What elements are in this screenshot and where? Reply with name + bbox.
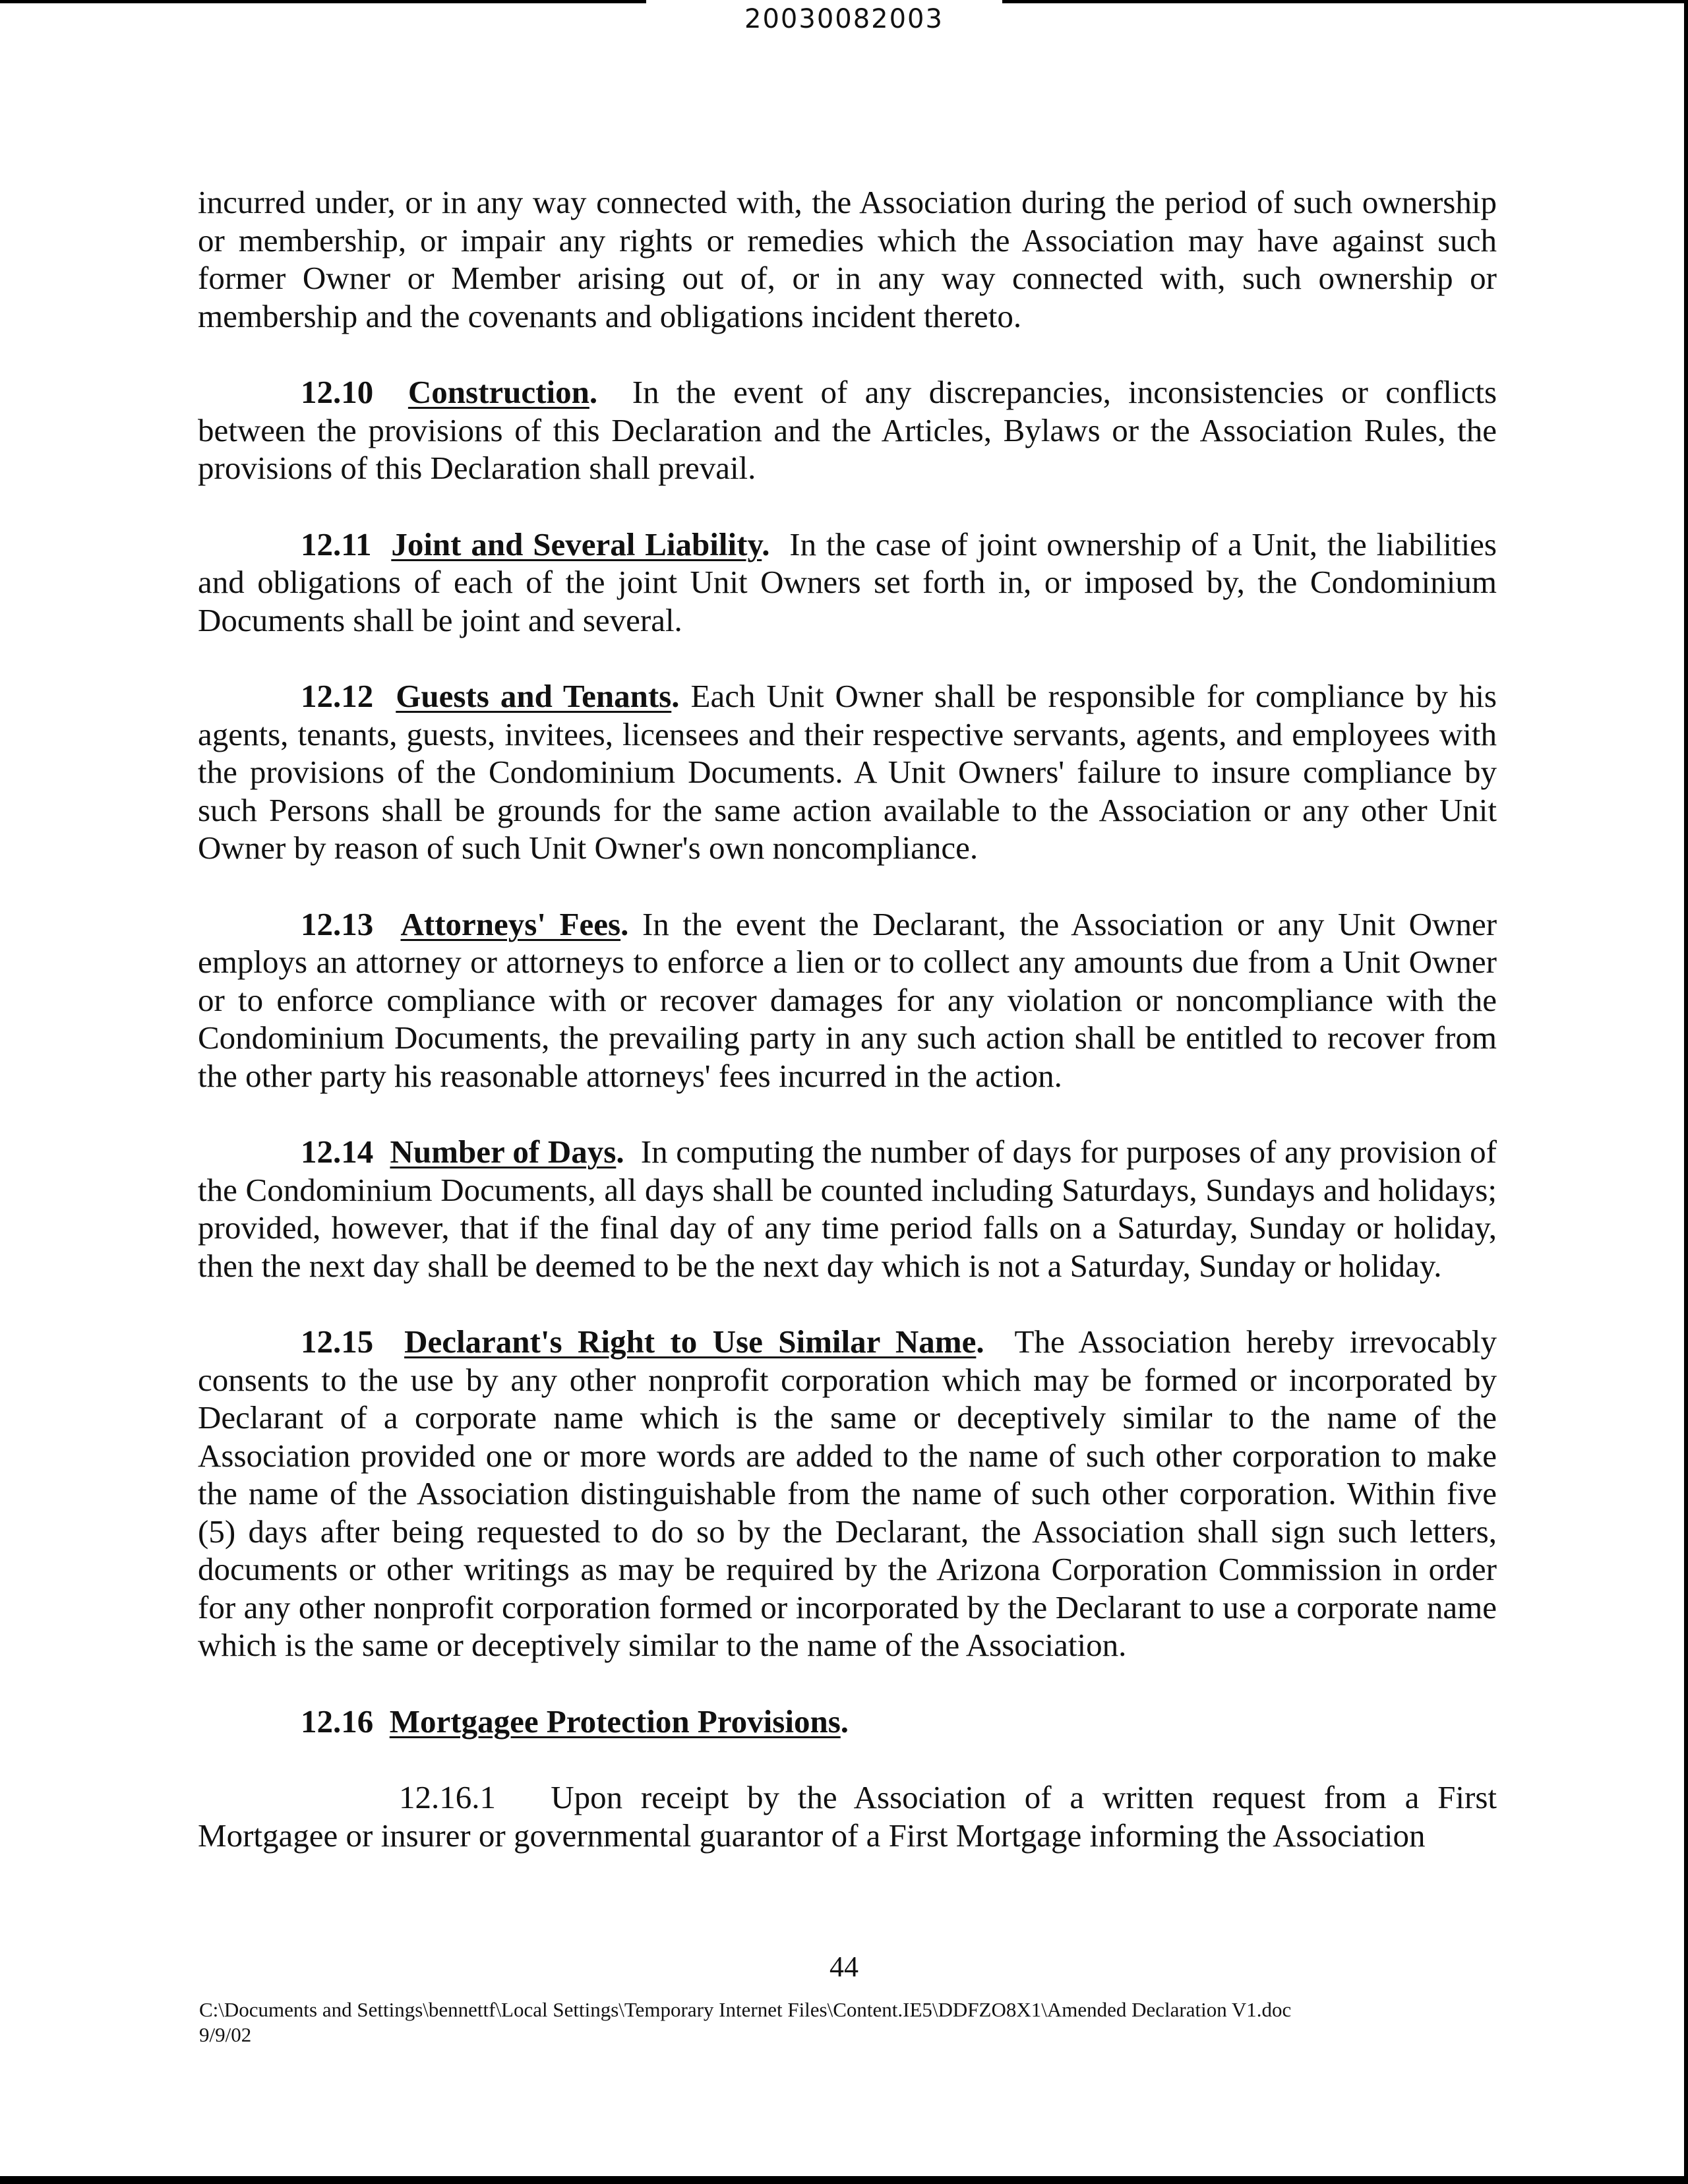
scan-edge-right <box>1684 0 1688 2184</box>
section-12-11: 12.11 Joint and Several Liability. In the case of joint ownership of a Unit, the liabilities and obligations of each of the joint Unit Owners set forth in, or imposed by, the Condominium Documents shall be joint and several. <box>198 526 1497 638</box>
section-text: The Association hereby irrevocably consents to the use by any other nonprofit corporation which may be formed or incorporated by Declarant of a corporate name which is the same or deceptively similar to the name of the Association provided one or more words are added to the name of such other corporation to make the name of the Association distinguishable from the name of such other corporation. Within five (5) days after being requested to do so by the Declarant, the Association shall sign such letters, documents or other writings as may be required by the Arizona Corporation Commission in order for any other nonprofit corporation formed or incorporated by the Declarant to use a corporate name which is the same or deceptively similar to the name of the Association. <box>198 1323 1497 1663</box>
scan-edge-bottom <box>0 2176 1688 2184</box>
section-text: In computing the number of days for purposes of any provision of the Condominium Documents, all days shall be counted including Saturdays, Sundays and holidays; provided, however, that if the final day of any time period falls on a Saturday, Sunday or holiday, then the next day shall be deemed to be the next day which is not a Saturday, Sunday or holiday. <box>198 1134 1497 1284</box>
section-number: 12.13 <box>301 905 374 942</box>
section-12-16-1 <box>198 1778 1497 1854</box>
document-number: 20030082003 <box>744 4 944 34</box>
scan-edge-gap <box>646 0 1002 3</box>
section-12-10: 12.10 Construction. In the event of any discrepancies, inconsistencies or conflicts between the provisions of this Declaration and the Articles, Bylaws or the Association Rules, the provisions of this Declaration shall prevail. <box>198 374 1497 486</box>
section-12-16: 12.16 Mortgagee Protection Provisions. <box>301 1703 849 1740</box>
section-heading: Mortgagee Protection Provisions <box>389 1703 841 1740</box>
section-12-15: 12.15 Declarant's Right to Use Similar Name. The Association hereby irrevocably consents to the use by any other nonprofit corporation which may be formed or incorporated by Declarant of a corporate name which is the same or deceptively similar to the name of the Association provided one or more words are added to the name of such other corporation to make the name of the Association distinguishable from the name of such other corporation. Within five (5) days after being requested to do so by the Declarant, the Association shall sign such letters, documents or other writings as may be required by the Arizona Corporation Commission in order for any other nonprofit corporation formed or incorporated by the Declarant to use a corporate name which is the same or deceptively similar to the name of the Association. <box>198 1323 1497 1663</box>
section-12-13: 12.13 Attorneys' Fees. In the event the Declarant, the Association or any Unit Owner employs an attorney or attorneys to enforce a lien or to collect any amounts due from a Unit Owner or to enforce compliance with or recover damages for any violation or noncompliance with the Condominium Documents, the prevailing party in any such action shall be entitled to recover from the other party his reasonable attorneys' fees incurred in the action. <box>198 905 1497 1094</box>
section-number: 12.12 <box>301 678 374 714</box>
footer-date: 9/9/02 <box>199 2023 252 2046</box>
document-body <box>198 183 1497 1893</box>
section-heading: Construction <box>407 374 589 410</box>
section-number: 12.16.1 <box>399 1779 496 1815</box>
section-number: 12.10 <box>301 374 374 410</box>
section-number: 12.14 <box>301 1134 374 1170</box>
section-12-14: 12.14 Number of Days. In computing the number of days for purposes of any provision of the Condominium Documents, all days shall be counted including Saturdays, Sundays and holidays; provided, however, that if the final day of any time period falls on a Saturday, Sunday or holiday, then the next day shall be deemed to be the next day which is not a Saturday, Sunday or holiday. <box>198 1134 1497 1284</box>
section-heading: Declarant's Right to Use Similar Name <box>404 1323 977 1360</box>
footer-file-path: C:\Documents and Settings\bennettf\Local Settings\Temporary Internet Files\Content.IE5\DDFZO8X1\Amended Declaration V1.doc <box>199 1998 1292 2021</box>
section-text: In the case of joint ownership of a Unit, the liabilities and obligations of each of the joint Unit Owners set forth in, or imposed by, the Condominium Documents shall be joint and several. <box>198 526 1497 638</box>
page-number: 44 <box>829 1951 859 1983</box>
section-heading: Joint and Several Liability <box>391 526 762 562</box>
section-heading: Attorneys' Fees <box>400 905 621 942</box>
section-text: In the event of any discrepancies, inconsistencies or conflicts between the provisions of this Declaration and the Articles, Bylaws or the Association Rules, the provisions of this Declaration shall prevail. <box>198 374 1497 486</box>
paragraph-continuation: incurred under, or in any way connected with, the Association during the period of such ownership or membership, or impair any rights or remedies which the Association may have against such former Owner or Member arising out of, or in any way connected with, such ownership or membership and the covenants and obligations incident thereto. <box>198 184 1497 334</box>
section-12-12: 12.12 Guests and Tenants. Each Unit Owner shall be responsible for compliance by his agents, tenants, guests, invitees, licensees and their respective servants, agents, and employees with the provisions of the Condominium Documents. A Unit Owners' failure to insure compliance by such Persons shall be grounds for the same action available to the Association or any other Unit Owner by reason of such Unit Owner's own noncompliance. <box>198 678 1497 866</box>
section-number: 12.15 <box>301 1323 374 1360</box>
section-number: 12.16 <box>301 1703 374 1740</box>
section-text: Upon receipt by the Association of a written request from a First Mortgagee or insurer or governmental guarantor of a First Mortgage informing the Association <box>198 1779 1497 1854</box>
section-number: 12.11 <box>301 526 372 562</box>
section-heading: Number of Days <box>390 1134 617 1170</box>
section-text: Each Unit Owner shall be responsible for compliance by his agents, tenants, guests, invitees, licensees and their respective servants, agents, and employees with the provisions of the Condominium Documents. A Unit Owners' failure to insure compliance by such Persons shall be grounds for the same action available to the Association or any other Unit Owner by reason of such Unit Owner's own noncompliance. <box>198 678 1497 866</box>
section-text: In the event the Declarant, the Association or any Unit Owner employs an attorney or attorneys to enforce a lien or to collect any amounts due from a Unit Owner or to enforce compliance with or recover damages for any violation or noncompliance with the Condominium Documents, the prevailing party in any such action shall be entitled to recover from the other party his reasonable attorneys' fees incurred in the action. <box>198 905 1497 1094</box>
section-heading: Guests and Tenants <box>396 678 672 714</box>
